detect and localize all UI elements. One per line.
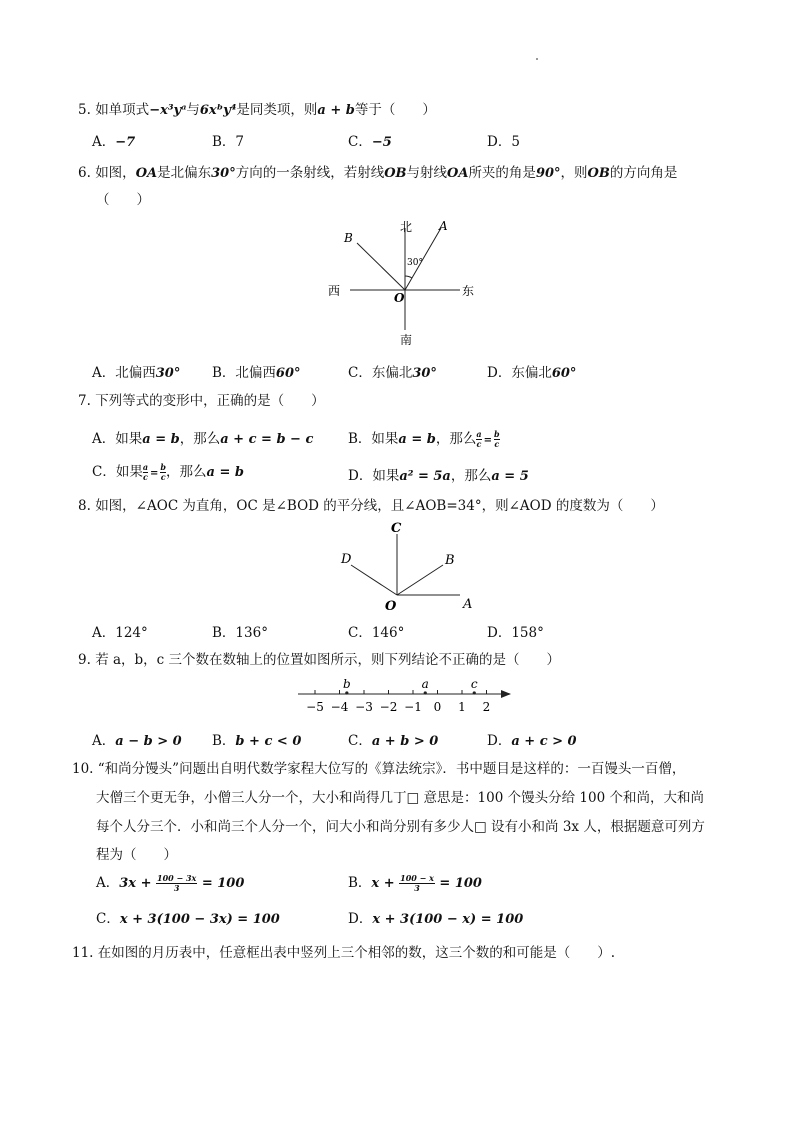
math-expression: −x³yᵃ <box>149 103 187 118</box>
axis-tick-label: −2 <box>379 700 398 714</box>
option-a: A．124° <box>92 625 148 641</box>
compass-figure <box>320 212 490 352</box>
option-d: D．158° <box>487 625 544 641</box>
option-a: A．3x + $\frac{100 - 3x}{3}$ = 100 <box>96 873 245 893</box>
question-11 <box>72 944 615 962</box>
option-c: C．−5 <box>348 134 392 150</box>
question-10-line4: 程为（ ） <box>96 847 177 863</box>
question-number: 11. <box>72 945 94 961</box>
ray-ob <box>397 565 443 595</box>
question-text: 等于（ ） <box>354 102 436 118</box>
angle-figure <box>335 517 485 617</box>
axis-arrow <box>501 690 511 698</box>
label-east: 东 <box>462 284 475 298</box>
axis-tick-label: 2 <box>482 700 491 714</box>
math-expression: 6xᵇy⁴ <box>199 103 237 118</box>
label-west: 西 <box>328 284 341 298</box>
math-expression: a + b <box>317 103 355 118</box>
axis-tick-label: 1 <box>458 700 466 714</box>
question-text: 与 <box>186 102 200 118</box>
question-number: 8. <box>78 498 91 514</box>
question-7 <box>78 392 325 410</box>
option-c: C．东偏北30° <box>348 365 437 381</box>
option-d: D．东偏北60° <box>487 365 577 381</box>
option-b: B．北偏西60° <box>212 365 301 381</box>
option-a: A．北偏西30° <box>92 365 181 381</box>
label-d: D <box>341 552 352 567</box>
label-south: 南 <box>400 333 413 347</box>
question-text: 是同类项，则 <box>236 102 318 118</box>
option-b: B．136° <box>212 625 268 641</box>
question-6-paren: （ ） <box>96 192 150 208</box>
axis-tick-label: 0 <box>433 700 442 714</box>
question-text: 在如图的月历表中，任意框出表中竖列上三个相邻的数，这三个数的和可能是（ ）. <box>97 945 616 961</box>
label-b: B <box>445 553 455 568</box>
axis-tick-label: −1 <box>404 700 422 714</box>
label-angle: 30° <box>407 258 423 268</box>
question-6: 6. 如图，OA是北偏东30°方向的一条射线，若射线OB与射线OA所夹的角是90°，则OB的方向角是 <box>78 165 678 181</box>
option-d: D．a + c > 0 <box>487 733 577 749</box>
question-text: 下列等式的变形中，正确的是（ ） <box>95 393 325 409</box>
axis-tick-label: −4 <box>330 700 349 714</box>
option-b: B．b + c < 0 <box>212 733 302 749</box>
option-b: B．如果a = b，那么 $\frac{a}{c}$ = $\frac{b}{c}$ <box>348 429 500 449</box>
number-line <box>290 674 520 714</box>
option-a: A．−7 <box>92 134 136 150</box>
option-b: B．7 <box>212 134 245 150</box>
question-text: “和尚分馒头”问题出自明代数学家程大位写的《算法统宗》．书中题目是这样的：一百馒头一百僧， <box>97 761 686 777</box>
label-o: O <box>385 599 397 614</box>
question-text: 如图，∠AOC 为直角，OC 是∠BOD 的平分线，且∠AOB=34°，则∠AOD 的度数为（ ） <box>95 498 664 514</box>
question-number: 7. <box>78 393 91 409</box>
question-5 <box>78 101 436 120</box>
option-d: D．x + 3(100 − x) = 100 <box>348 911 524 927</box>
option-c: C．如果 $\frac{a}{c}$ = $\frac{b}{c}$ ，那么a = b <box>92 462 244 482</box>
option-c: C．146° <box>348 625 405 641</box>
label-c: C <box>391 521 402 536</box>
label-north: 北 <box>400 220 413 234</box>
point-c <box>473 691 476 694</box>
point-label-b: b <box>343 677 351 691</box>
question-text: 若 a，b，c 三个数在数轴上的位置如图所示，则下列结论不正确的是（ ） <box>95 652 561 668</box>
question-number: 10. <box>72 761 94 777</box>
option-c: C．x + 3(100 − 3x) = 100 <box>96 911 280 927</box>
label-a: A <box>463 597 473 612</box>
angle-arc <box>405 276 412 278</box>
option-c: C．a + b > 0 <box>348 733 439 749</box>
ray-ob <box>357 243 405 290</box>
point-label-a: a <box>421 677 429 691</box>
question-number: 5. <box>78 102 91 118</box>
point-b <box>345 691 348 694</box>
option-a: A．a − b > 0 <box>92 733 182 749</box>
question-8 <box>78 497 664 515</box>
page-speck <box>536 58 538 60</box>
question-9 <box>78 651 560 669</box>
option-d: D．如果a² = 5a，那么a = 5 <box>348 468 529 484</box>
question-text: 如单项式 <box>95 102 150 118</box>
label-o: O <box>394 291 405 305</box>
question-10-line2: 大僧三个更无争，小僧三人分一个，大小和尚得几丁□ 意思是：100 个馒头分给 100 个和尚，大和尚 <box>96 790 704 806</box>
label-b: B <box>344 231 353 245</box>
option-a: A．如果a = b，那么a + c = b − c <box>92 431 314 447</box>
option-d: D．5 <box>487 134 520 150</box>
question-number: 9. <box>78 652 91 668</box>
option-b: B．x + $\frac{100 - x}{3}$ = 100 <box>348 873 482 893</box>
question-number: 6. <box>78 165 91 181</box>
axis-tick-label: −3 <box>355 700 373 714</box>
question-10-line3: 每个人分三个．小和尚三个人分一个，问大小和尚分别有多少人□ 设有小和尚 3x 人，根据题意可列方 <box>96 819 705 835</box>
ray-od <box>351 565 397 595</box>
axis-tick-label: −5 <box>306 700 324 714</box>
point-a <box>424 691 427 694</box>
question-10 <box>72 760 685 778</box>
point-label-c: c <box>470 677 478 691</box>
label-a: A <box>439 219 448 233</box>
